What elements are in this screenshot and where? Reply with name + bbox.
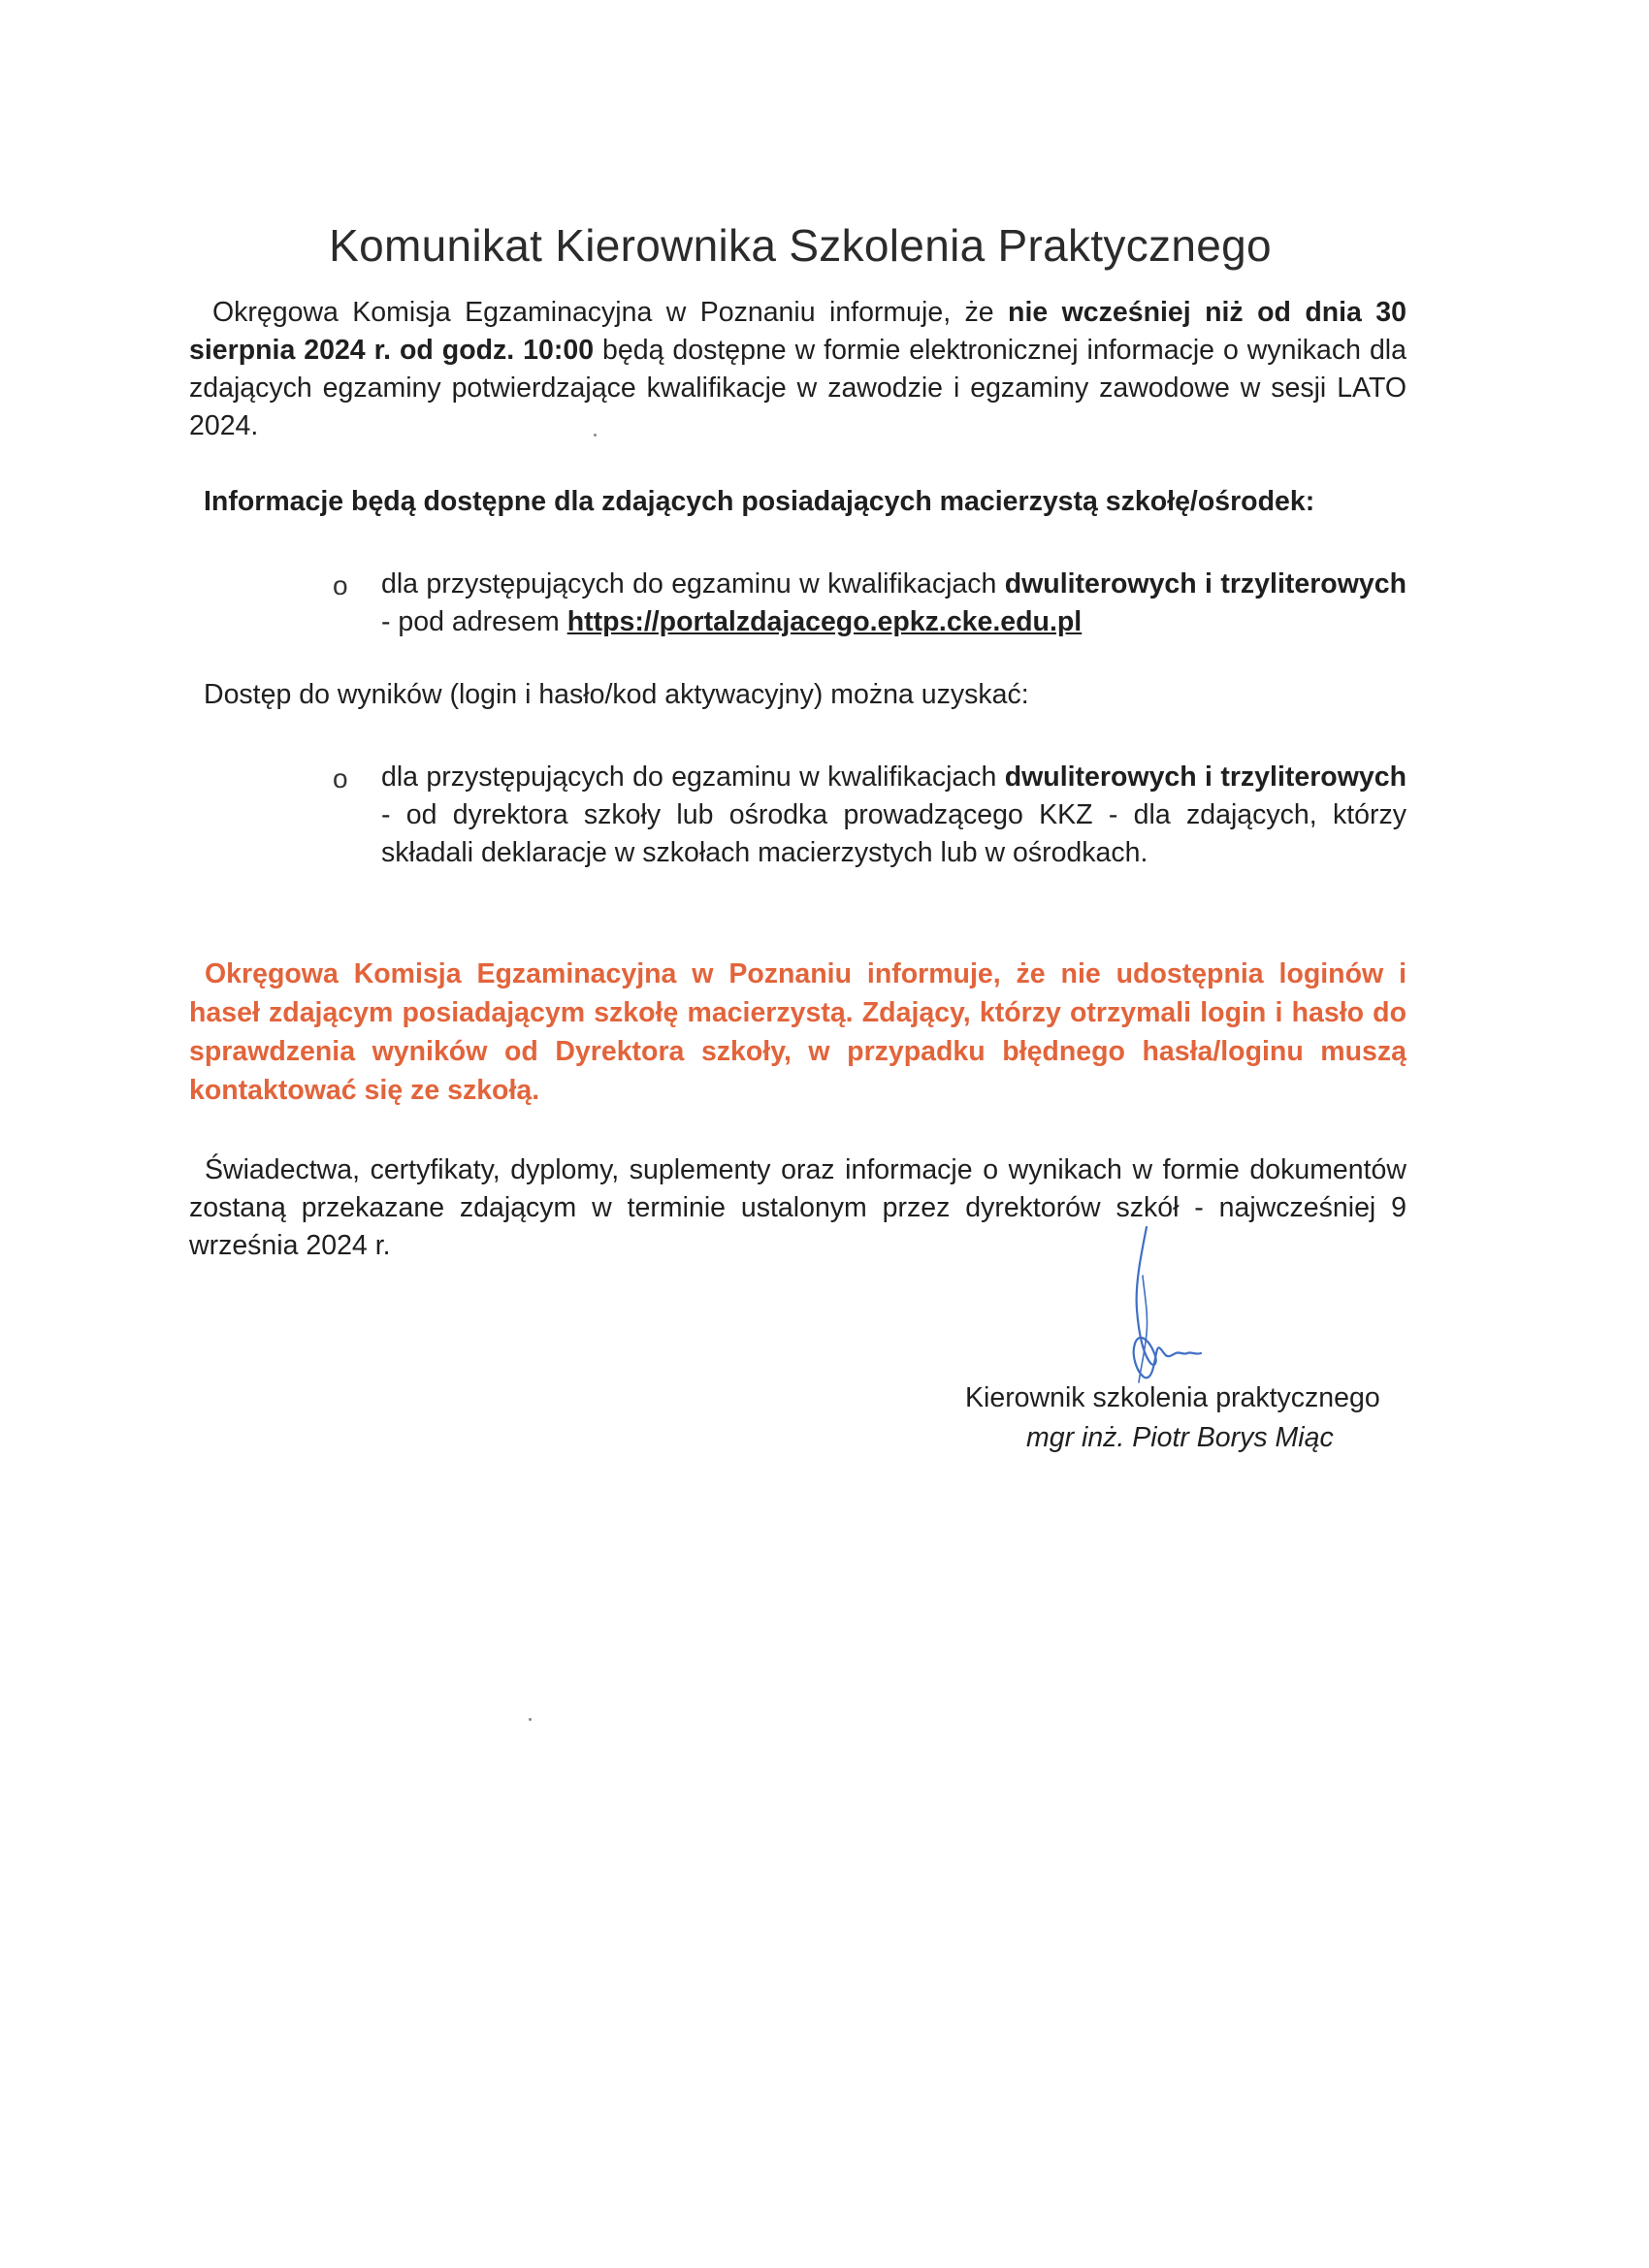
intro-text-2: będą dostępne w formie elektronicznej informacje o wynikach dla zdających egzaminy potwierdzające kwalifikacje w zawodzie i egzaminy zawodowe w sesji LATO 2024. (189, 335, 1406, 441)
documents-paragraph: Świadectwa, certyfikaty, dyplomy, suplementy oraz informacje o wynikach w formie dokumentów zostaną przekazane zdającym w terminie ustalonym przez dyrektorów szkół - najwcześniej 9 września 2024 r. (189, 1154, 1406, 1261)
signatory-name: mgr inż. Piotr Borys Miąc (1026, 1422, 1334, 1453)
scan-speck (529, 1718, 532, 1721)
intro-date-bold: nie wcześniej niż od dnia 30 sierpnia 2024 r. od godz. 10:00 (189, 297, 1407, 366)
bullet2-text-2: - od dyrektora szkoły lub ośrodka prowadzącego KKZ - dla zdających, którzy składali deklaracje w szkołach macierzystych lub w ośrodkach. (381, 799, 1406, 868)
bullet1-text-2: - pod adresem (381, 606, 567, 637)
bullet1-text-1: dla przystępujących do egzaminu w kwalifikacjach (381, 568, 1005, 599)
intro-text-1: Okręgowa Komisja Egzaminacyjna w Poznaniu informuje, że (212, 297, 1009, 328)
bullet-marker-1: o (333, 570, 348, 600)
bullet2-text-1: dla przystępujących do egzaminu w kwalifikacjach (381, 761, 1005, 793)
scan-speck (594, 434, 597, 437)
bullet-item-1 (381, 566, 1406, 641)
intro-paragraph (189, 294, 1406, 445)
bullet-marker-2: o (333, 763, 348, 794)
handwritten-signature (1116, 1217, 1251, 1402)
portal-link[interactable]: https://portalzdajacego.epkz.cke.edu.pl (566, 606, 1083, 637)
bullet-item-2 (381, 759, 1406, 872)
signatory-role: Kierownik szkolenia praktycznego (965, 1382, 1380, 1413)
availability-heading: Informacje będą dostępne dla zdających posiadających macierzystą szkołę/ośrodek: (204, 486, 1315, 517)
bullet2-bold: dwuliterowych i trzyliterowych (1004, 761, 1406, 793)
page-title: Komunikat Kierownika Szkolenia Praktycznego (329, 219, 1272, 271)
warning-paragraph: Okręgowa Komisja Egzaminacyjna w Poznaniu informuje, że nie udostępnia loginów i haseł zdającym posiadającym szkołę macierzystą. Zdający, którzy otrzymali login i hasło do sprawdzenia wyników od Dyrektora szkoły, w przypadku błędnego hasła/loginu muszą kontaktować się ze szkołą. (189, 958, 1406, 1106)
bullet1-bold: dwuliterowych i trzyliterowych (1004, 568, 1406, 599)
access-heading: Dostęp do wyników (login i hasło/kod aktywacyjny) można uzyskać: (204, 679, 1029, 710)
